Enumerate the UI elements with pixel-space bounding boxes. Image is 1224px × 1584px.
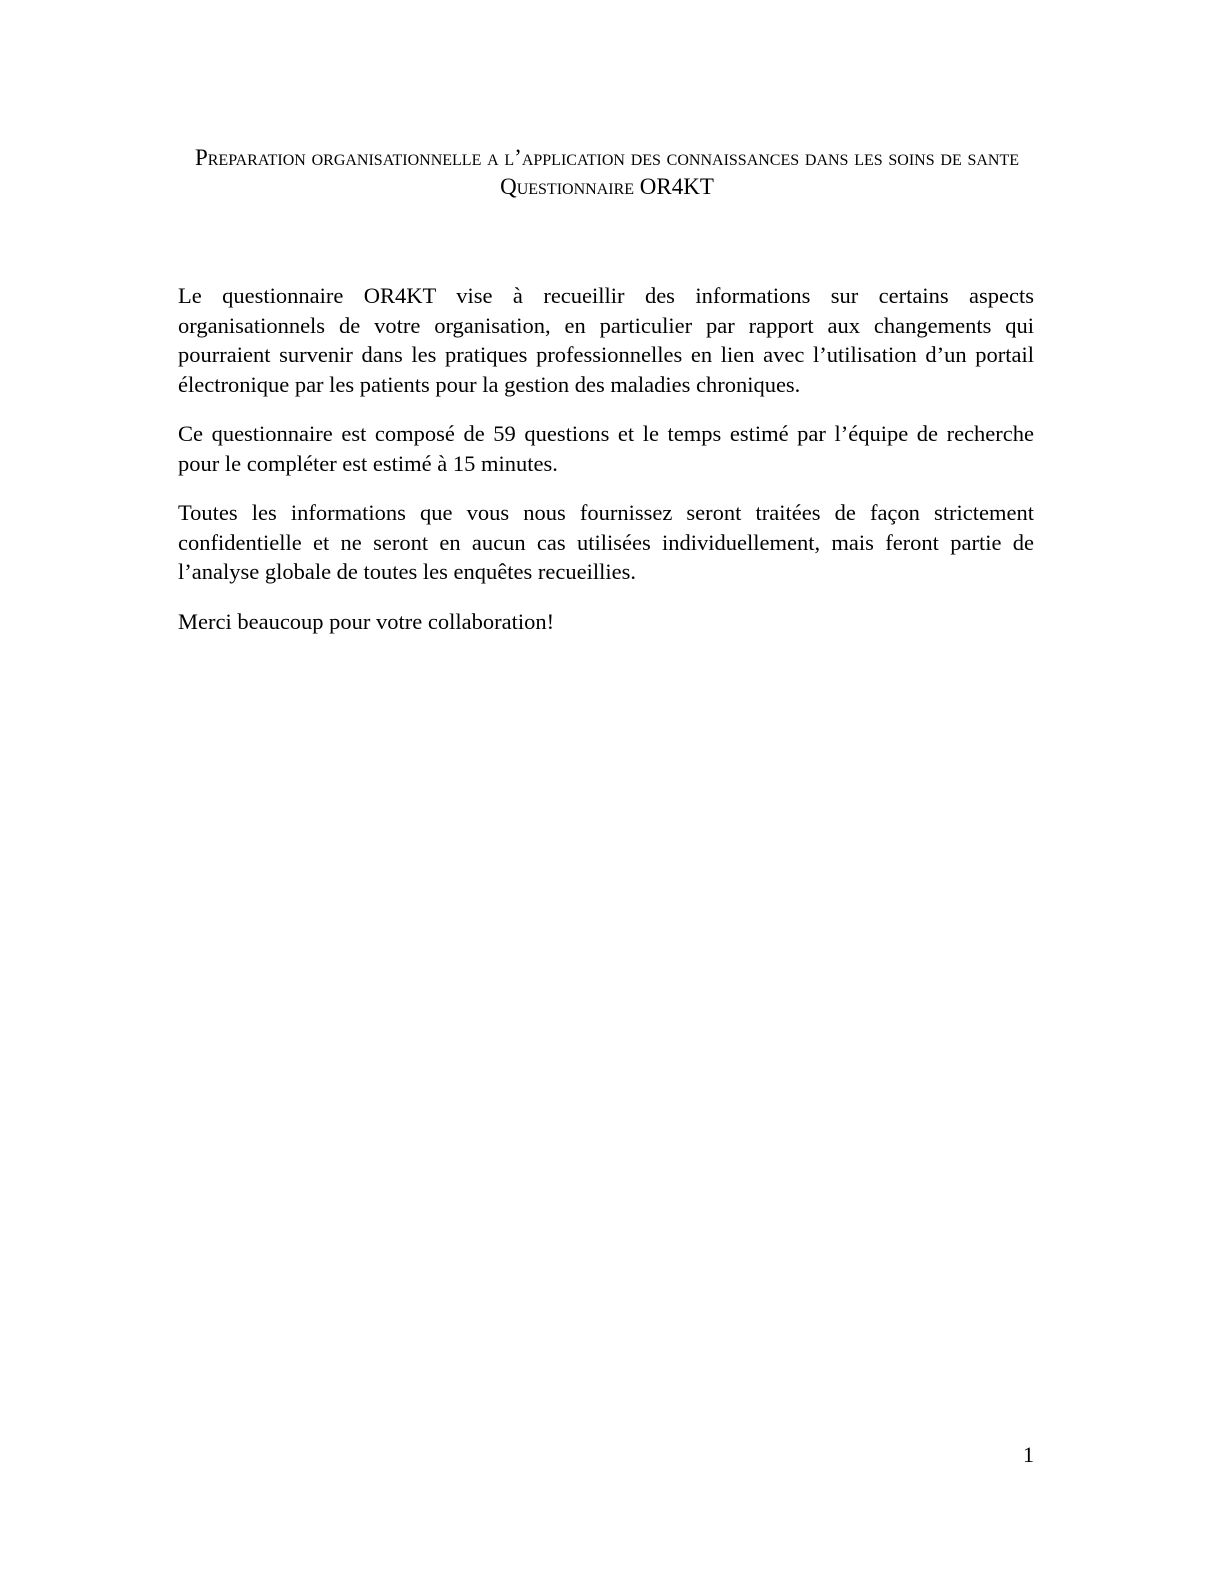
- thanks-paragraph: Merci beaucoup pour votre collaboration!: [178, 608, 555, 634]
- duration-paragraph: Ce questionnaire est composé de 59 questions et le temps estimé par l’équipe de recherche pour le compléter est estimé à 15 minutes.: [178, 421, 1034, 476]
- document-subtitle: Questionnaire OR4KT: [500, 174, 714, 199]
- title-block: [178, 143, 1036, 202]
- body-text: [178, 281, 1034, 656]
- document-title: Preparation organisationnelle a l’application des connaissances dans les soins de sante: [194, 145, 1020, 170]
- intro-paragraph: Le questionnaire OR4KT vise à recueillir des informations sur certains aspects organisationnels de votre organisation, en particulier par rapport aux changements qui pourraient survenir dans les pratiques professionnelles en lien avec l’utilisation d’un portail électronique par les patients pour la gestion des maladies chroniques.: [178, 283, 1034, 397]
- page-number: 1: [1023, 1442, 1034, 1467]
- confidentiality-paragraph: Toutes les informations que vous nous fournissez seront traitées de façon strictement confidentielle et ne seront en aucun cas utilisées individuellement, mais feront partie de l’analyse globale de toutes les enquêtes recueillies.: [178, 500, 1034, 584]
